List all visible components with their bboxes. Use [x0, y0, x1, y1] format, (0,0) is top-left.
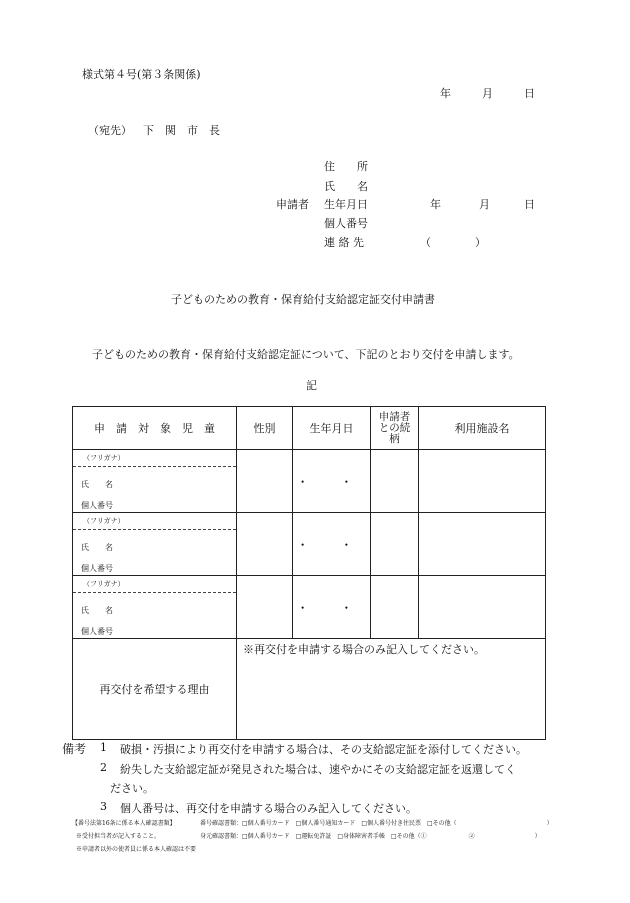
intro-text: 子どものための教育・保育給付支給認定証について、下記のとおり交付を申請します。	[92, 348, 520, 361]
dob-cell[interactable]	[293, 513, 371, 576]
table-header-row	[73, 407, 546, 450]
child-cell[interactable]	[73, 450, 237, 513]
applicant-my-number-label: 個人番号	[324, 217, 368, 230]
header-date-month: 月	[482, 87, 493, 100]
sex-cell[interactable]	[237, 450, 293, 513]
footnote-identity-docs: 身元確認書類：□個人番号カード □運転免許証 □身体障害者手帳 □その他（① ② ）	[200, 833, 541, 840]
table-row	[73, 576, 546, 639]
applicant-dob-year: 年	[430, 198, 441, 211]
furigana-label: （フリガナ）	[73, 513, 236, 530]
relation-cell[interactable]	[371, 576, 419, 639]
document-title: 子どものための教育・保育給付支給認定証交付申請書	[171, 293, 435, 306]
furigana-label: （フリガナ）	[73, 576, 236, 593]
footnote-heading: 【番号法第16条に係る本人確認書類】	[72, 820, 176, 827]
child-my-number-label: 個人番号	[81, 627, 113, 636]
reason-row	[73, 639, 546, 740]
reason-label: 再交付を希望する理由	[73, 639, 237, 740]
header-dob: 生年月日	[293, 407, 371, 450]
relation-cell[interactable]	[371, 450, 419, 513]
remark-text: 個人番号は、再交付を申請する場合のみ記入してください。	[120, 802, 417, 815]
dob-cell[interactable]	[293, 450, 371, 513]
dob-placeholder: ・ ・	[296, 600, 367, 615]
addressee	[88, 122, 220, 138]
relation-cell[interactable]	[371, 513, 419, 576]
remark-text: 紛失した支給認定証が発見された場合は、速やかにその支給認定証を返還してく	[120, 763, 516, 776]
table-row	[73, 450, 546, 513]
remark-num: 2	[100, 761, 107, 774]
header-relation: 申請者との続柄	[371, 407, 419, 450]
ki-label: 記	[306, 379, 317, 392]
child-cell[interactable]	[73, 576, 237, 639]
header-date	[440, 85, 535, 101]
reason-field[interactable]	[237, 639, 546, 740]
footnote-number-docs: 番号確認書類：□個人番号カード □個人番号通知カード □個人番号付き住民票 □その他（ ）	[200, 820, 553, 827]
remarks-label: 備考	[62, 742, 87, 756]
applicant-dob-month: 月	[479, 198, 490, 211]
applicant-address-label: 住 所	[324, 160, 368, 173]
applicant-dob-label: 生年月日	[324, 198, 368, 211]
remark-item	[100, 741, 107, 754]
header-date-day: 日	[524, 87, 535, 100]
child-cell[interactable]	[73, 513, 237, 576]
remark-num: 1	[100, 741, 107, 754]
dob-placeholder: ・ ・	[296, 474, 367, 489]
form-number: 様式第４号(第３条関係)	[82, 68, 201, 81]
header-facility: 利用施設名	[419, 407, 546, 450]
remark-text: 破損・汚損により再交付を申請する場合は、その支給認定証を添付してください。	[120, 743, 527, 756]
header-date-year: 年	[440, 87, 451, 100]
applicant-dob-day: 日	[524, 198, 535, 211]
header-sex: 性別	[237, 407, 293, 450]
child-my-number-label: 個人番号	[81, 564, 113, 573]
child-name-label: 氏 名	[81, 543, 113, 552]
remark-text: ださい。	[110, 782, 154, 795]
remark-num: 3	[100, 800, 107, 813]
facility-cell[interactable]	[419, 576, 546, 639]
addressee-prefix: （宛先）	[88, 124, 132, 137]
dob-placeholder: ・ ・	[296, 537, 367, 552]
dob-cell[interactable]	[293, 576, 371, 639]
applicant-label: 申請者	[276, 198, 309, 211]
facility-cell[interactable]	[419, 513, 546, 576]
footnote-messenger-note: ※申請者以外の使者員に係る本人確認は不要	[76, 846, 197, 853]
child-my-number-label: 個人番号	[81, 501, 113, 510]
applicant-name-label: 氏 名	[324, 180, 368, 193]
header-child: 申 請 対 象 児 童	[73, 407, 237, 450]
children-table	[72, 406, 546, 740]
table-row	[73, 513, 546, 576]
child-name-label: 氏 名	[81, 480, 113, 489]
reason-note: ※再交付を申請する場合のみ記入してください。	[243, 643, 485, 656]
footnote-staff-note: ※受付担当者が記入すること。	[76, 833, 161, 840]
furigana-label: （フリガナ）	[73, 450, 236, 467]
applicant-contact-parens: （ ）	[420, 236, 486, 249]
sex-cell[interactable]	[237, 513, 293, 576]
applicant-contact-label: 連 絡 先	[324, 236, 364, 249]
addressee-name: 下 関 市 長	[143, 124, 220, 137]
sex-cell[interactable]	[237, 576, 293, 639]
facility-cell[interactable]	[419, 450, 546, 513]
child-name-label: 氏 名	[81, 606, 113, 615]
